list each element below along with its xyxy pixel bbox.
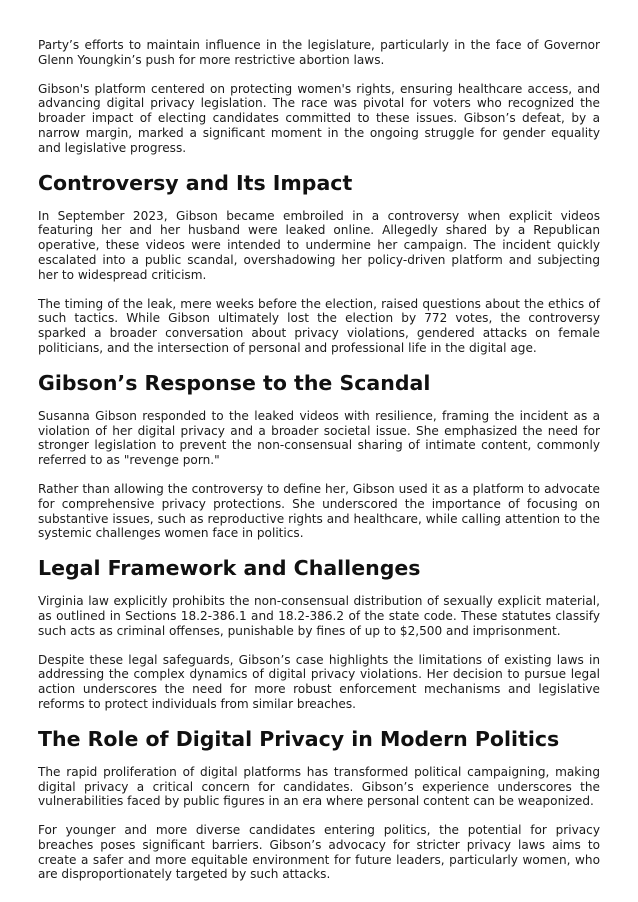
controversy-paragraph-1: In September 2023, Gibson became embroiled in a controversy when explicit videos featuring her and her husband were leaked online. Allegedly shared by a Republican operative, these videos were intended to undermine her campaign. The incident quickly escalated into a public scandal, overshadowing her policy-driven platform and subjecting her to widespread criticism. — [38, 208, 600, 282]
digital-privacy-paragraph-1: The rapid proliferation of digital platforms has transformed political campaigning, making digital privacy a critical concern for candidates. Gibson’s experience underscores the vulnerabilities faced by public figures in an era where personal content can be weaponized. — [38, 764, 600, 809]
intro-paragraph-2: Gibson's platform centered on protecting women's rights, ensuring healthcare access, and advancing digital privacy legislation. The race was pivotal for voters who recognized the broader impact of electing candidates committed to these issues. Gibson’s defeat, by a narrow margin, marked a significant moment in the ongoing struggle for gender equality and legislative progress. — [38, 81, 600, 155]
controversy-paragraph-2: The timing of the leak, mere weeks before the election, raised questions about the ethics of such tactics. While Gibson ultimately lost the election by 772 votes, the controversy sparked a broader conversation about privacy violations, gendered attacks on female politicians, and the intersection of personal and professional life in the digital age. — [38, 296, 600, 355]
section-heading-digital-privacy: The Role of Digital Privacy in Modern Politics — [38, 726, 560, 751]
intro-paragraph-1: Party’s efforts to maintain influence in the legislature, particularly in the face of Governor Glenn Youngkin’s push for more restrictive abortion laws. — [38, 38, 600, 67]
legal-paragraph-1: Virginia law explicitly prohibits the non-consensual distribution of sexually explicit material, as outlined in Sections 18.2-386.1 and 18.2-386.2 of the state code. These statutes classify such acts as criminal offenses, punishable by fines of up to $2,500 and imprisonment. — [38, 594, 600, 638]
response-paragraph-2: Rather than allowing the controversy to define her, Gibson used it as a platform to advocate for comprehensive privacy protections. She underscored the importance of focusing on substantive issues, such as reproductive rights and healthcare, while calling attention to the systemic challenges women face in politics. — [38, 481, 600, 541]
response-paragraph-1: Susanna Gibson responded to the leaked videos with resilience, framing the incident as a violation of her digital privacy and a broader societal issue. She emphasized the need for stronger legislation to prevent the non-consensual sharing of intimate content, commonly referred to as "revenge porn." — [38, 408, 600, 468]
section-heading-response: Gibson’s Response to the Scandal — [38, 370, 431, 395]
digital-privacy-paragraph-2: For younger and more diverse candidates entering politics, the potential for privacy breaches poses significant barriers. Gibson’s advocacy for stricter privacy laws aims to create a safer and more equitable environment for future leaders, particularly women, who are disproportionately targeted by such attacks. — [38, 823, 600, 882]
section-heading-legal: Legal Framework and Challenges — [38, 556, 421, 581]
section-heading-controversy: Controversy and Its Impact — [38, 170, 353, 195]
legal-paragraph-2: Despite these legal safeguards, Gibson’s case highlights the limitations of existing laws in addressing the complex dynamics of digital privacy violations. Her decision to pursue legal action underscores the need for more robust enforcement mechanisms and legislative reforms to protect individuals from similar breaches. — [38, 652, 600, 711]
